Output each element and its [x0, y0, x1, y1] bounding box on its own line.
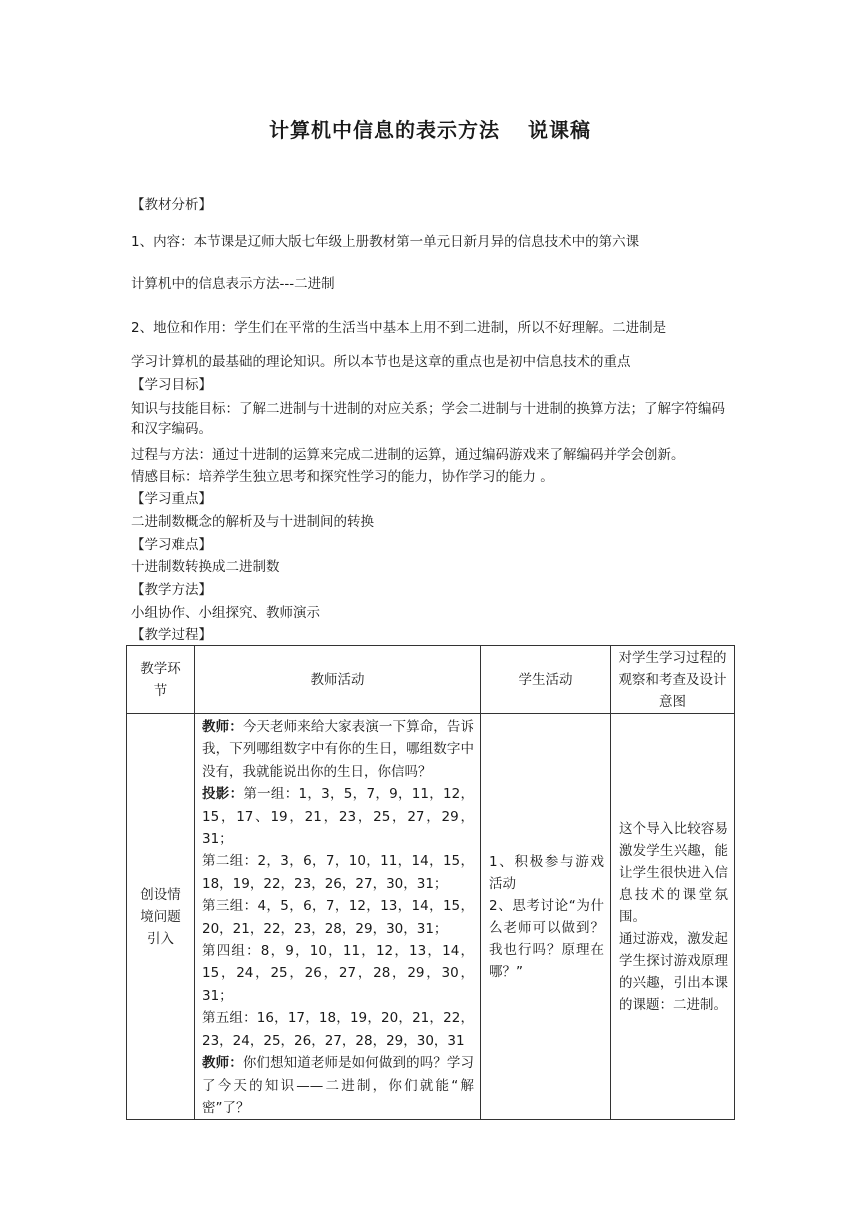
teacher-group-5: 第五组：16，17，18，19，20，21，22，23，24，25，26，27，28，29，30，31	[202, 1010, 474, 1049]
table-row	[127, 714, 735, 1120]
title-main: 计算机中信息的表示方法	[269, 118, 500, 142]
cell-design	[611, 714, 735, 1120]
header-student: 学生活动	[481, 646, 611, 714]
header-design: 对学生学习过程的观察和考查及设计意图	[611, 646, 735, 714]
heading-method: 【教学方法】	[131, 582, 212, 598]
paragraph-content: 1、内容：本节课是辽师大版七年级上册教材第一单元日新月异的信息技术中的第六课	[131, 234, 640, 250]
teacher-group-4: 第四组：8，9，10，11，12，13，14，15，24，25，26，27，28，29，30，31；	[202, 943, 474, 1004]
teacher-group-2: 第二组：2，3，6，7，10，11，14，15，18，19，22，23，26，27，30，31；	[202, 853, 474, 892]
design-intent-2: 通过游戏，激发起学生探讨游戏原理的兴趣，引出本课的课题：二进制。	[619, 930, 728, 1013]
cell-student	[481, 714, 611, 1120]
paragraph-goal-process: 过程与方法：通过十进制的运算来完成二进制的运算，通过编码游戏来了解编码并学会创新。	[131, 447, 685, 463]
heading-process: 【教学过程】	[131, 627, 212, 643]
teacher-outro: 教师：你们想知道老师是如何做到的吗？学习了今天的知识——二进制，你们就能“解密”了？	[202, 1055, 475, 1116]
document-title	[0, 114, 860, 143]
heading-focus: 【学习重点】	[131, 491, 212, 507]
cell-teacher	[195, 714, 481, 1120]
teacher-label: 教师：	[202, 719, 243, 735]
header-teacher: 教师活动	[195, 646, 481, 714]
teacher-intro: 教师：今天老师来给大家表演一下算命，告诉我，下列哪组数字中有你的生日，哪组数字中没有，我就能说出你的生日，你信吗？	[202, 719, 475, 780]
paragraph-position-cont: 学习计算机的最基础的理论知识。所以本节也是这章的重点也是初中信息技术的重点	[131, 354, 631, 370]
student-activity-1: 1、积极参与游戏活动	[489, 853, 604, 892]
heading-goals: 【学习目标】	[131, 377, 212, 393]
student-activity-2: 2、思考讨论“为什么老师可以做到？我也行吗？原理在哪？”	[489, 897, 604, 980]
header-stage: 教学环节	[127, 646, 195, 714]
teaching-process-table	[126, 645, 735, 1120]
heading-analysis: 【教材分析】	[131, 197, 212, 213]
paragraph-position: 2、地位和作用：学生们在平常的生活当中基本上用不到二进制，所以不好理解。二进制是	[131, 320, 667, 336]
paragraph-content-cont: 计算机中的信息表示方法---二进制	[131, 276, 335, 292]
teacher-projection: 投影：第一组：1，3，5，7，9，11，12，15，17、19，21，23，25，27，29，31；	[202, 786, 474, 848]
teacher-label-2: 教师：	[202, 1055, 243, 1072]
table-header-row	[127, 646, 735, 714]
projection-label: 投影：	[202, 786, 244, 803]
paragraph-goal-emotion: 情感目标：培养学生独立思考和探究性学习的能力，协作学习的能力 。	[131, 469, 554, 485]
heading-difficulty: 【学习难点】	[131, 537, 212, 553]
teacher-group-3: 第三组：4，5，6，7，12，13，14，15，20，21，22，23，28，29，30，31；	[202, 898, 474, 937]
paragraph-method: 小组协作、小组探究、教师演示	[131, 605, 320, 621]
paragraph-goal-knowledge: 知识与技能目标：了解二进制与十进制的对应关系；学会二进制与十进制的换算方法；了解字符编码和汉字编码。	[131, 401, 725, 437]
title-sub: 说课稿	[528, 118, 591, 142]
design-intent-1: 这个导入比较容易激发学生兴趣，能让学生很快进入信息技术的课堂氛围。	[619, 820, 728, 925]
paragraph-focus: 二进制数概念的解析及与十进制间的转换	[131, 514, 374, 530]
cell-stage: 创设情境问题引入	[127, 714, 195, 1120]
paragraph-difficulty: 十进制数转换成二进制数	[131, 559, 280, 575]
